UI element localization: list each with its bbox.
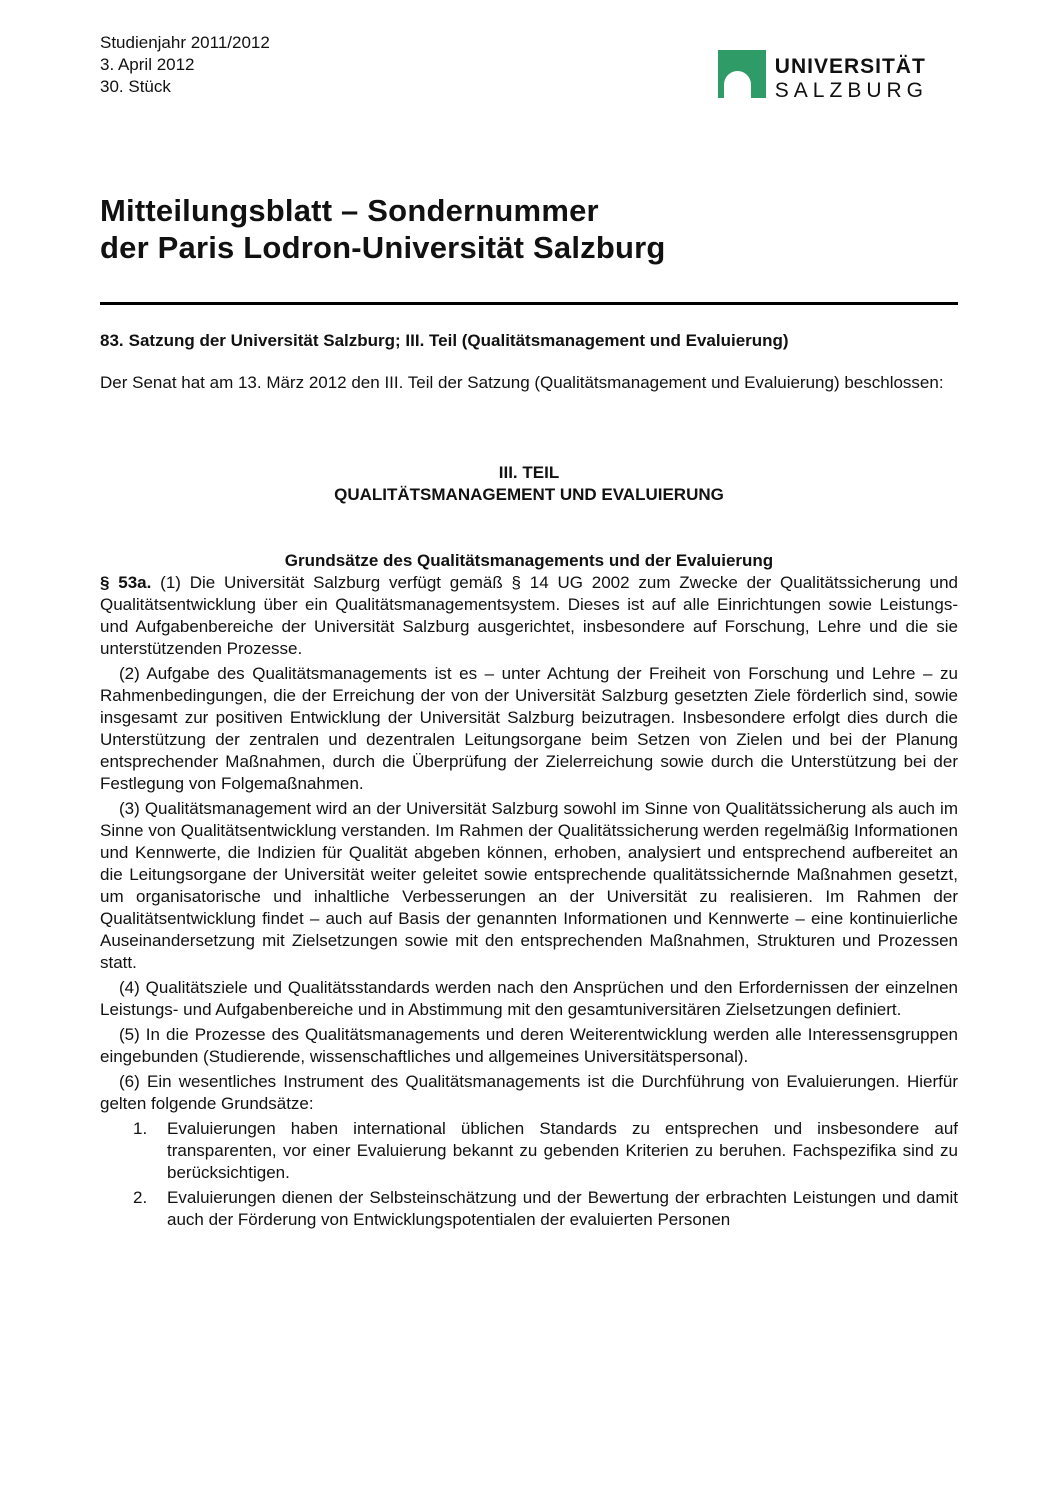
issue-date: 3. April 2012: [100, 55, 195, 74]
section-number: 83.: [100, 331, 124, 350]
list-item-text: Evaluierungen dienen der Selbsteinschätzung und der Bewertung der erbrachten Leistungen und damit auch der Förderung von Entwicklungspotentialen der evaluierten Personen: [167, 1188, 958, 1229]
university-logo: [718, 50, 928, 103]
university-logo-text: [775, 55, 928, 103]
section-heading: [100, 330, 958, 352]
paragraph-53a-5: (5) In die Prozesse des Qualitätsmanagements und deren Weiterentwicklung werden alle Interessensgruppen eingebunden (Studierende, wissenschaftliches und allgemeines Universitätspersonal).: [100, 1025, 958, 1066]
document-title-line1: Mitteilungsblatt – Sondernummer: [100, 193, 599, 228]
list-item-number: 2.: [133, 1188, 148, 1207]
paragraph-53a-3: (3) Qualitätsmanagement wird an der Universität Salzburg sowohl im Sinne von Qualitätssicherung als auch im Sinne von Qualitätsentwicklung verstanden. Im Rahmen der Qualitätssicherung werden regelmäßig Informationen und Kennwerte, die Indizien für Qualität abgeben können, erhoben, analysiert und entsprechend aufbereitet an die Leitungsorgane der Universität weiter geleitet sowie entsprechende qualitätssichernde Maßnahmen gesetzt, um organisatorische und inhaltliche Verbesserungen an der Universität zu realisieren. Im Rahmen der Qualitätsentwicklung findet – auch auf Basis der genannten Informationen und Kennwerte – eine kontinuierliche Auseinandersetzung mit Zielsetzungen sowie mit den entsprechenden Maßnahmen, Strukturen und Prozessen statt.: [100, 799, 958, 972]
principles-list: [100, 1118, 958, 1231]
arch-icon: [724, 71, 751, 98]
list-item-text: Evaluierungen haben international üblichen Standards zu entsprechen und insbesondere auf transparenten, vor einer Evaluierung bekannt zu gebenden Kriterien zu beruhen. Fachspezifika sind zu berücksichtigen.: [167, 1119, 958, 1182]
list-item: [100, 1187, 958, 1231]
university-logo-mark-icon: [718, 50, 766, 98]
part-title: [100, 462, 958, 506]
paragraph-53a-1-text: (1) Die Universität Salzburg verfügt gemäß § 14 UG 2002 zum Zwecke der Qualitätssicherung und Qualitätsentwicklung über ein Qualitätsmanagementsystem. Dieses ist auf alle Einrichtungen sowie Leistungs- und Aufgabenbereiche der Universität Salzburg ausgerichtet, insbesondere auf Forschung, Lehre und die sie unterstützenden Prozesse.: [100, 573, 958, 658]
issue-number: 30. Stück: [100, 77, 171, 96]
logo-universitaet-label: UNIVERSITÄT: [774, 55, 926, 78]
study-year: Studienjahr 2011/2012: [100, 33, 270, 52]
paragraph-53a-2: (2) Aufgabe des Qualitätsmanagements ist es – unter Achtung der Freiheit von Forschung und Lehre – zu Rahmenbedingungen, die der Erreichung der von der Universität Salzburg gesetzten Ziele förderlich sind, sowie insgesamt zur positiven Entwicklung der Universität Salzburg beizutragen. Insbesondere erfolgt dies durch die Unterstützung der zentralen und dezentralen Leitungsorgane beim Setzen von Zielen und bei der Planung entsprechender Maßnahmen, durch die Überprüfung der Zielerreichung sowie durch die Unterstützung bei der Festlegung von Folgemaßnahmen.: [100, 664, 958, 793]
part-subtitle: Grundsätze des Qualitätsmanagements und der Evaluierung: [284, 551, 774, 570]
paragraph-53a-lead: § 53a.: [100, 573, 152, 592]
paragraph-53a-6: (6) Ein wesentliches Instrument des Qualitätsmanagements ist die Durchführung von Evaluierungen. Hierfür gelten folgende Grundsätze:: [100, 1072, 958, 1113]
part-title-line2: QUALITÄTSMANAGEMENT UND EVALUIERUNG: [334, 485, 724, 504]
paragraph-53a-1: [100, 572, 958, 660]
intro-paragraph: Der Senat hat am 13. März 2012 den III. Teil der Satzung (Qualitätsmanagement und Evaluierung) beschlossen:: [100, 373, 944, 392]
divider: [100, 302, 958, 305]
masthead: [100, 32, 958, 103]
list-item: [100, 1118, 958, 1184]
list-item-number: 1.: [133, 1119, 148, 1138]
document-title-line2: der Paris Lodron-Universität Salzburg: [100, 230, 666, 265]
paragraph-53a-4: (4) Qualitätsziele und Qualitätsstandards werden nach den Ansprüchen und den Erfordernissen der einzelnen Leistungs- und Aufgabenbereiche und in Abstimmung mit den gesamtuniversitären Zielsetzungen definiert.: [100, 978, 958, 1019]
document-title: [100, 192, 958, 266]
part-title-line1: III. TEIL: [498, 463, 560, 482]
logo-salzburg-label: SALZBURG: [774, 79, 928, 102]
issue-info: [100, 32, 270, 98]
section-heading-text: Satzung der Universität Salzburg; III. Teil (Qualitätsmanagement und Evaluierung): [128, 331, 789, 350]
